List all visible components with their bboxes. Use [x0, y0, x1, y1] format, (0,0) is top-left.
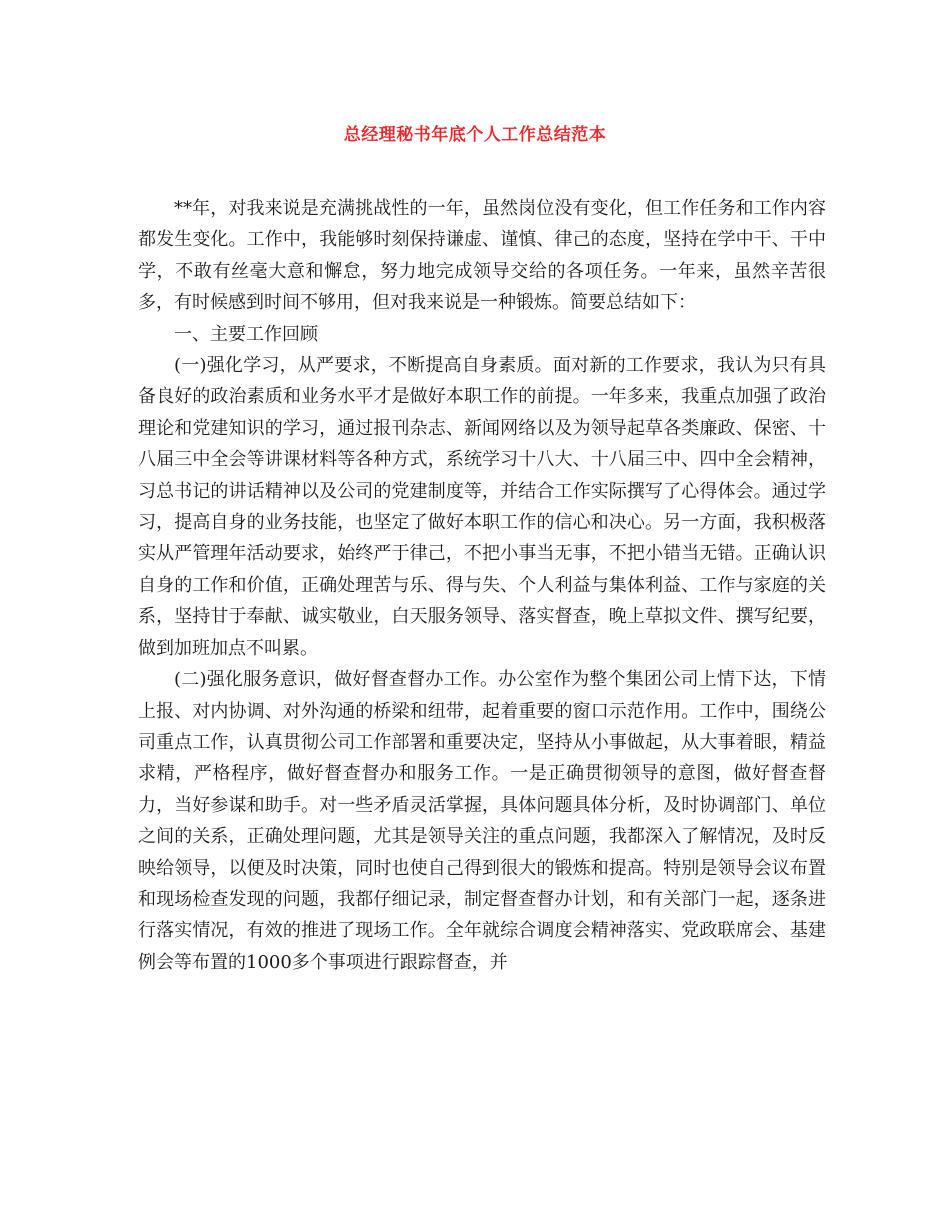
paragraph-study: (一)强化学习，从严要求，不断提高自身素质。面对新的工作要求，我认为只有具备良好的政治素质和业务水平才是做好本职工作的前提。一年多来，我重点加强了政治理论和党建知识的学习，通过报刊杂志、新闻网络以及为领导起草各类廉政、保密、十八届三中全会等讲课材料等各种方式，系统学习十八大、十八届三中、四中全会精神，习总书记的讲话精神以及公司的党建制度等，并结合工作实际撰写了心得体会。通过学习，提高自身的业务技能，也坚定了做好本职工作的信心和决心。另一方面，我积极落实从严管理年活动要求，始终严于律己，不把小事当无事，不把小错当无错。正确认识自身的工作和价值，正确处理苦与乐、得与失、个人利益与集体利益、工作与家庭的关系，坚持甘于奉献、诚实敬业，白天服务领导、落实督查，晚上草拟文件、撰写纪要，做到加班加点不叫累。	[138, 355, 826, 659]
paragraph-service: (二)强化服务意识，做好督查督办工作。办公室作为整个集团公司上情下达，下情上报、对内协调、对外沟通的桥梁和纽带，起着重要的窗口示范作用。工作中，围绕公司重点工作，认真贯彻公司工作部署和重要决定，坚持从小事做起，从大事着眼，精益求精，严格程序，做好督查督办和服务工作。一是正确贯彻领导的意图，做好督查督力，当好参谋和助手。对一些矛盾灵活掌握，具体问题具体分析，及时协调部门、单位之间的关系，正确处理问题，尤其是领导关注的重点问题，我都深入了解情况，及时反映给领导，以便及时决策，同时也使自己得到很大的锻炼和提高。特别是领导会议布置和现场检查发现的问题，我都仔细记录，制定督查督办计划，和有关部门一起，逐条进行落实情况，有效的推进了现场工作。全年就综合调度会精神落实、党政联席会、基建例会等布置的1000多个事项进行跟踪督查，并	[138, 669, 826, 973]
section-heading-review: 一、主要工作回顾	[174, 323, 318, 345]
document-body	[138, 193, 826, 978]
paragraph-intro: **年，对我来说是充满挑战性的一年，虽然岗位没有变化，但工作任务和工作内容都发生变化。工作中，我能够时刻保持谦虚、谨慎、律己的态度，坚持在学中干、干中学，不敢有丝毫大意和懈怠，努力地完成领导交给的各项任务。一年来，虽然辛苦很多，有时候感到时间不够用，但对我来说是一种锻炼。简要总结如下：	[138, 198, 826, 314]
document-title: 总经理秘书年底个人工作总结范本	[343, 125, 607, 145]
